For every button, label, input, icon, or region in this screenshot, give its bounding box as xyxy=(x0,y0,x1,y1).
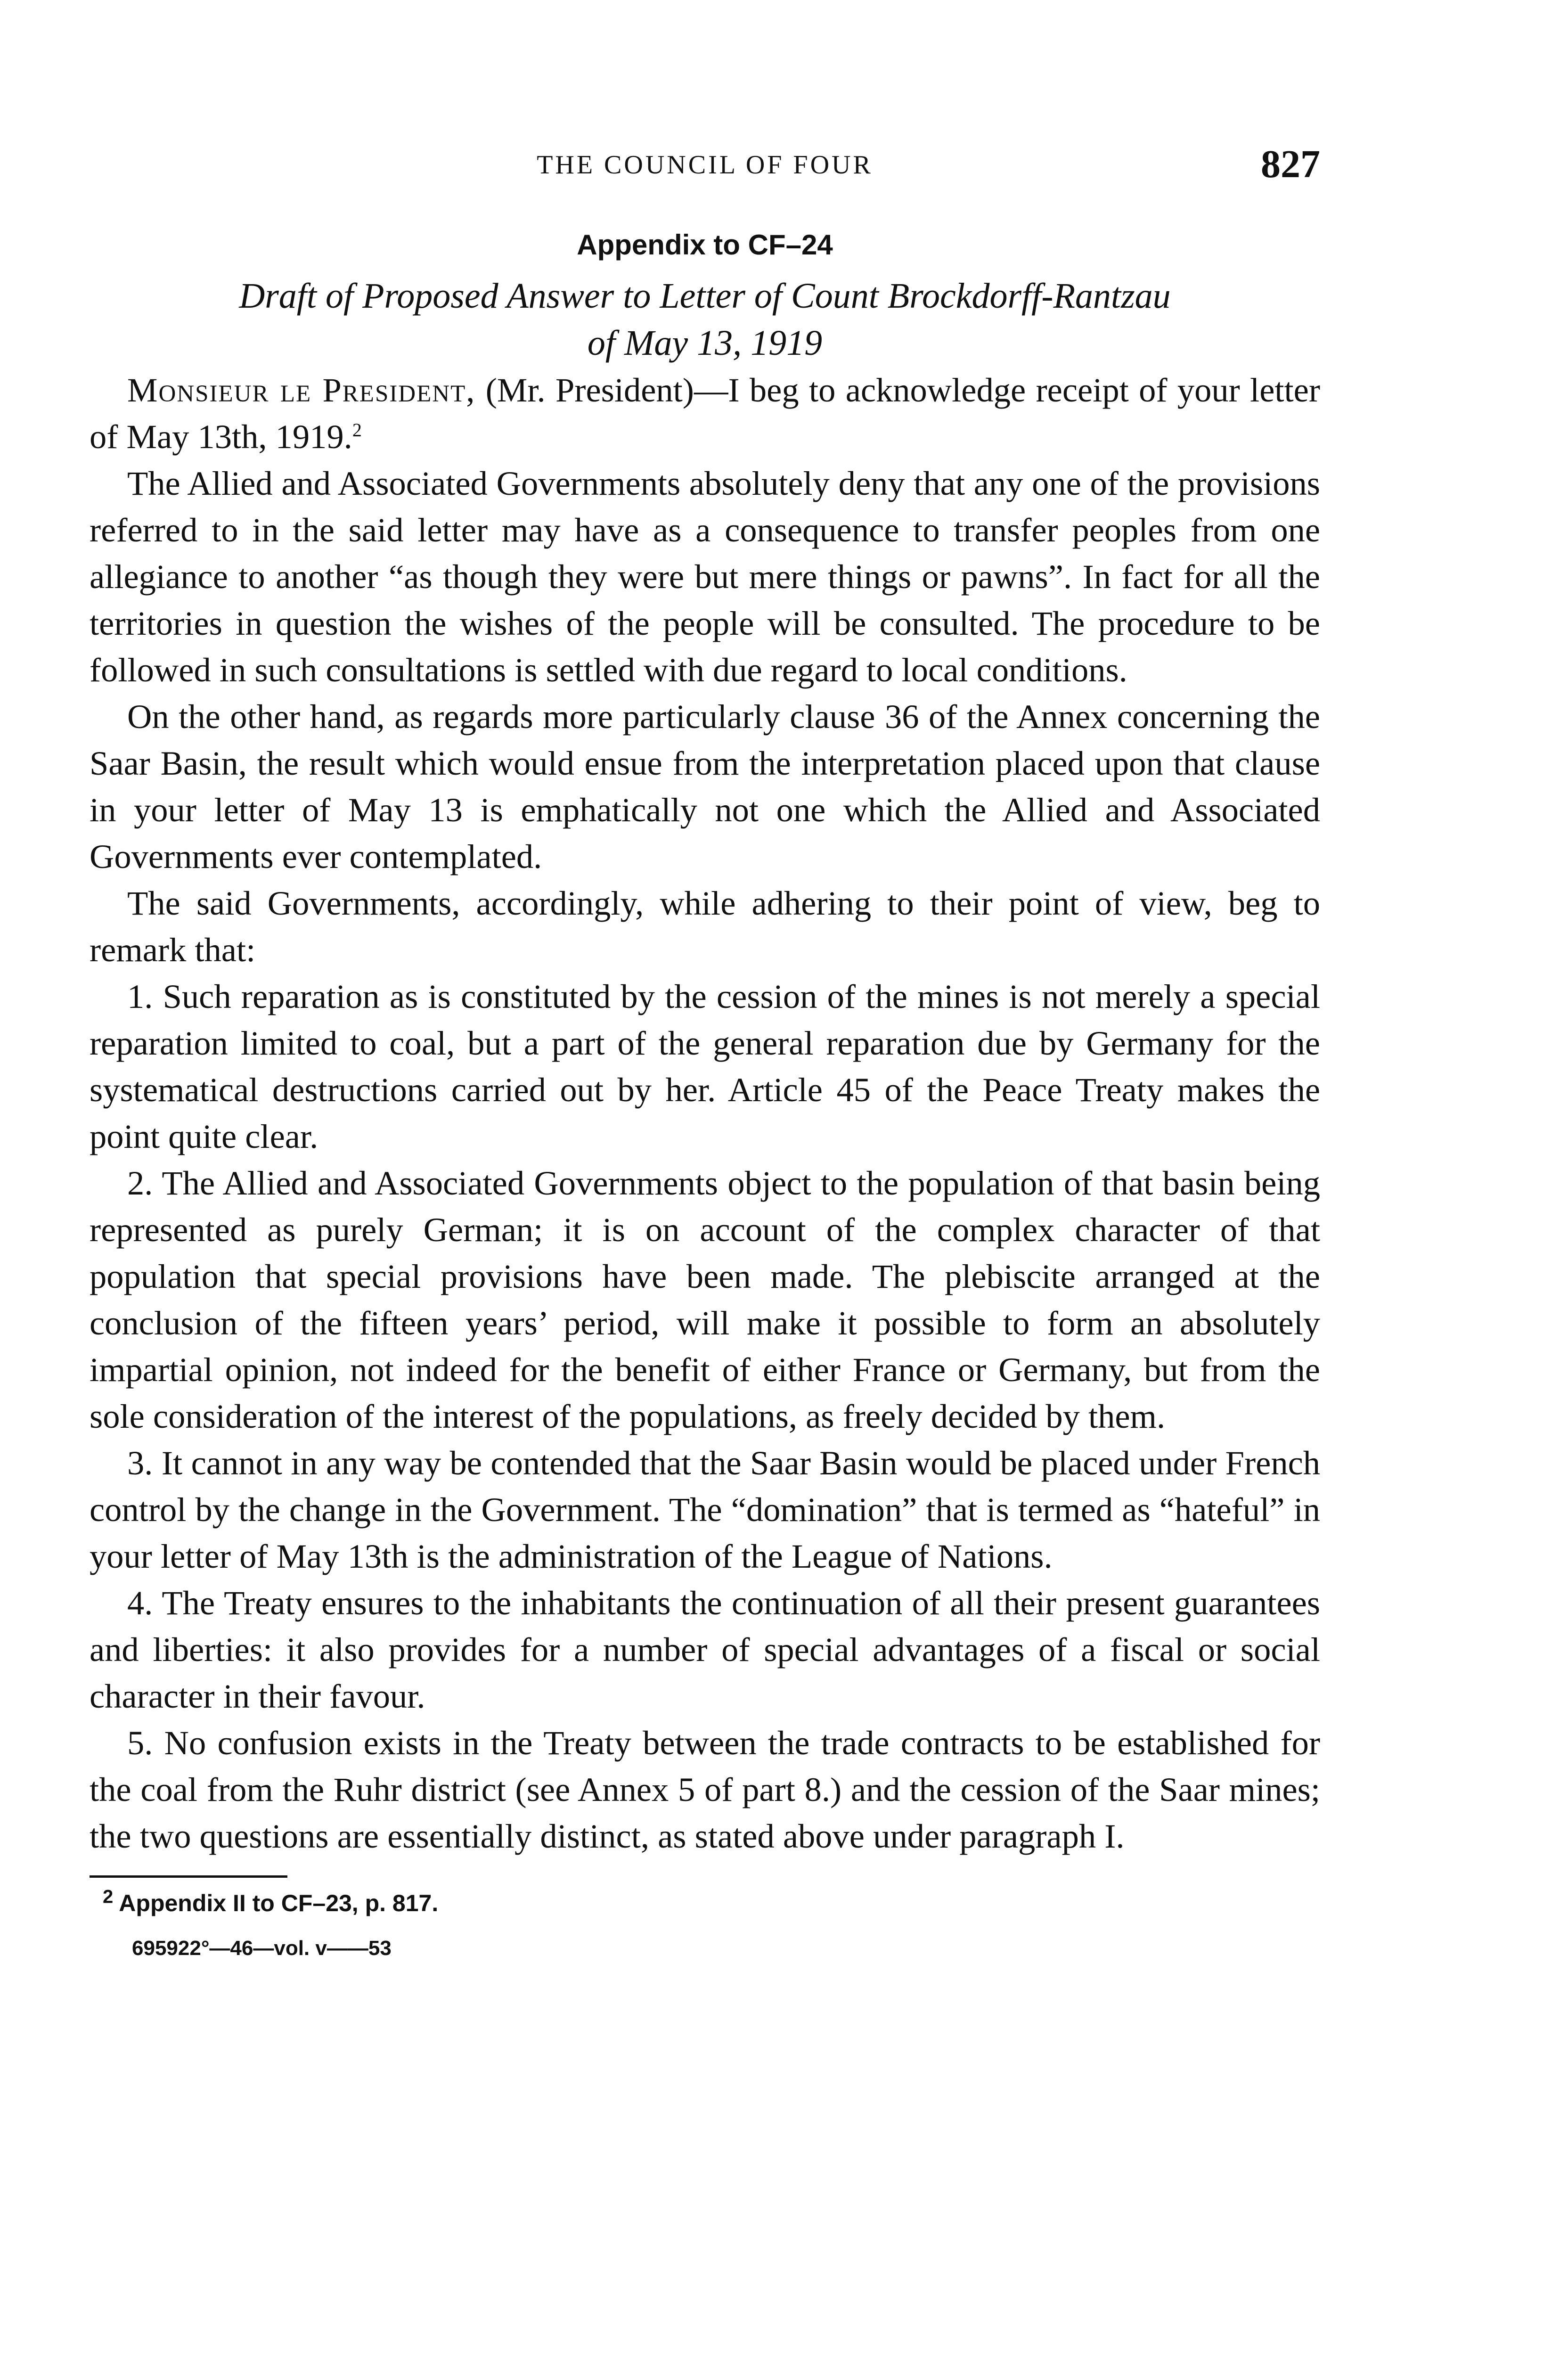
printing-code: 695922°—46—vol. v——53 xyxy=(132,1937,392,1960)
salutation-text: (Mr. President)—I beg to acknowledge receipt of your letter of May 13th, 1919. xyxy=(90,371,1320,456)
document-page xyxy=(90,141,1320,1963)
salutation-address: Monsieur le President, xyxy=(127,371,476,409)
body-paragraph-2: On the other hand, as regards more particularly clause 36 of the Annex concerning the Saar Basin, the result which would ensue from the interpretation placed upon that clause in your letter of May 13 is emphatically not one which the Allied and Associated Governments ever contemplated. xyxy=(90,697,1320,875)
footnote-reference: 2 xyxy=(352,419,362,441)
footnote-divider xyxy=(90,1875,287,1878)
numbered-point-4: 4. The Treaty ensures to the inhabitants the continuation of all their present guarantees and liberties: it also provides for a number of special advantages of a fiscal or social character in their favour. xyxy=(90,1584,1320,1715)
body-paragraph-1: The Allied and Associated Governments absolutely deny that any one of the provisions referred to in the said letter may have as a consequence to transfer peoples from one allegiance to another “as though they were but mere things or pawns”. In fact for all the territories in question the wishes of the people will be consulted. The procedure to be followed in such consultations is settled with due regard to local conditions. xyxy=(90,464,1320,689)
numbered-point-5: 5. No confusion exists in the Treaty between the trade contracts to be established for the coal from the Ruhr district (see Annex 5 of part 8.) and the cession of the Saar mines; the two questions are essentially distinct, as stated above under paragraph I. xyxy=(90,1724,1320,1855)
document-title-line-2: of May 13, 1919 xyxy=(587,323,823,363)
footnote-text: Appendix II to CF–23, p. 817. xyxy=(119,1890,439,1916)
letter-body xyxy=(90,367,1320,1859)
running-header xyxy=(90,141,1320,193)
running-title: THE COUNCIL OF FOUR xyxy=(537,150,873,180)
footnote xyxy=(90,1888,1320,1918)
page-number: 827 xyxy=(1261,142,1320,186)
numbered-point-1: 1. Such reparation as is constituted by the cession of the mines is not merely a special reparation limited to coal, but a part of the general reparation due by Germany for the systematical destructions carried out by her. Article 45 of the Peace Treaty makes the point quite clear. xyxy=(90,977,1320,1155)
document-title xyxy=(90,272,1320,367)
document-title-line-1: Draft of Proposed Answer to Letter of Count Brockdorff-Rantzau xyxy=(239,276,1171,316)
body-paragraph-3: The said Governments, accordingly, while adhering to their point of view, beg to remark that: xyxy=(90,884,1320,969)
numbered-point-2: 2. The Allied and Associated Governments object to the population of that basin being represented as purely German; it is on account of the complex character of that population that special provisions have been made. The plebiscite arranged at the conclusion of the fifteen years’ period, will make it possible to form an absolutely impartial opinion, not indeed for the benefit of either France or Germany, but from the sole consideration of the interest of the populations, as freely decided by them. xyxy=(90,1164,1320,1435)
footnote-marker: 2 xyxy=(103,1886,114,1907)
appendix-heading: Appendix to CF–24 xyxy=(577,229,833,261)
salutation-paragraph xyxy=(90,367,1320,460)
numbered-point-3: 3. It cannot in any way be contended that the Saar Basin would be placed under French control by the change in the Government. The “domination” that is termed as “hateful” in your letter of May 13th is the administration of the League of Nations. xyxy=(90,1444,1320,1575)
